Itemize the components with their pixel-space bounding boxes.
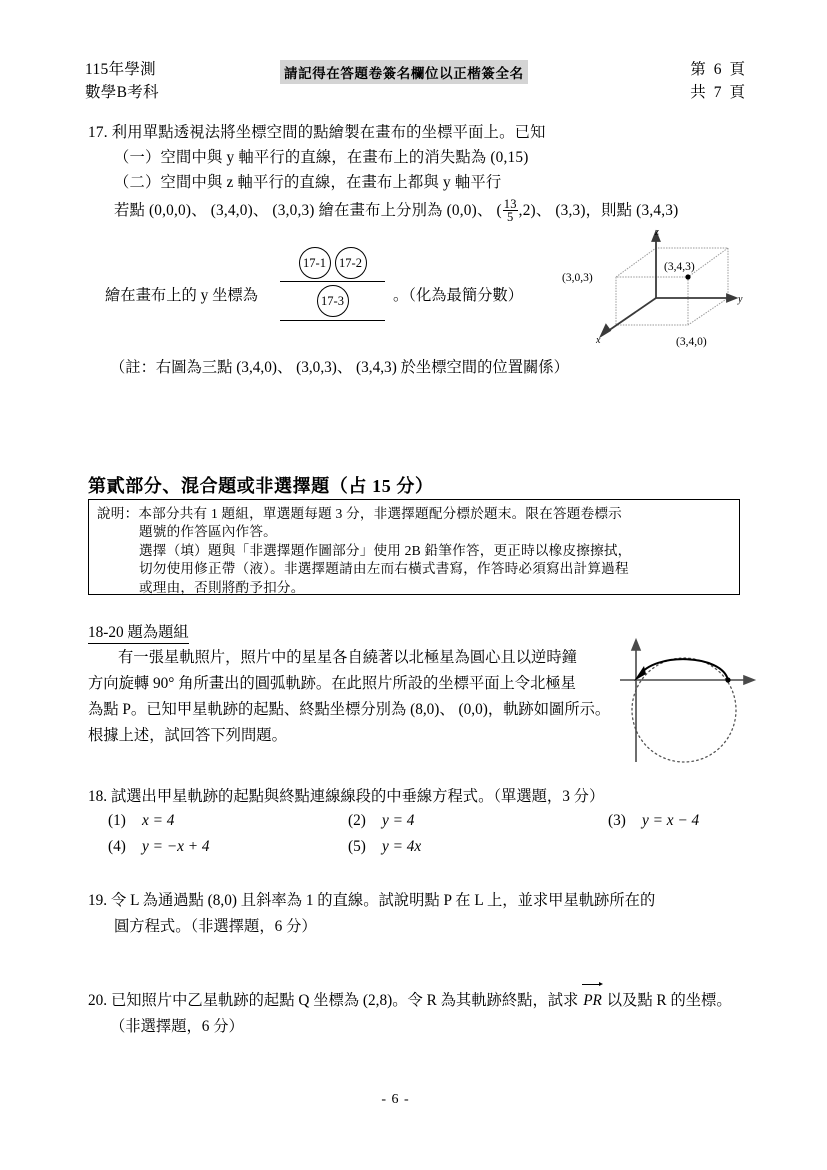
- part-two-heading: 第貳部分、混合題或非選擇題（占 15 分）: [88, 476, 434, 496]
- option-1-label: (1): [108, 812, 126, 829]
- passage-line-3: 為點 P。已知甲星軌跡的起點、終點坐標分別為 (8,0)、 (0,0)，軌跡如圖所示。: [88, 701, 611, 718]
- question-19-line-1: 19. 令 L 為通過點 (8,0) 且斜率為 1 的直線。試說明點 P 在 L 上，並求甲星軌跡所在的: [88, 892, 656, 909]
- question-20: [88, 988, 778, 1040]
- question-17-answer-lead: 繪在畫布上的 y 坐標為: [105, 287, 258, 304]
- solid-arc-trail: [639, 659, 728, 680]
- page-prefix-label: 第: [690, 61, 706, 78]
- question-17-condition-1: （一）空間中與 y 軸平行的直線，在畫布上的消失點為 (0,15): [114, 149, 529, 166]
- figure-label-340: (3,4,0): [676, 336, 707, 348]
- passage-line-1: 有一張星軌照片，照片中的星星各自繞著以北極星為圓心且以逆時鐘: [118, 649, 577, 666]
- page-number-block: [690, 58, 745, 104]
- star-trail-svg: [606, 632, 766, 792]
- page-footer: [0, 1092, 827, 1108]
- exam-identifier: [85, 58, 159, 104]
- option-2[interactable]: [348, 812, 414, 830]
- instruction-line-5: 或理由，否則將酌予扣分。: [139, 579, 305, 595]
- answer-fraction-stack: [280, 247, 385, 321]
- question-20-line-2: （非選擇題，6 分）: [110, 1018, 244, 1035]
- question-17-answer-tail: 。（化為最簡分數）: [393, 287, 524, 304]
- option-4[interactable]: [108, 838, 210, 856]
- question-19-line-2: 圓方程式。（非選擇題，6 分）: [114, 918, 317, 935]
- answer-blank-17-1[interactable]: 17-1: [299, 247, 331, 279]
- question-group-passage: [88, 645, 611, 749]
- question-17-stem: 17. 利用單點透視法將坐標空間的點繪製在畫布的坐標平面上。已知: [88, 124, 546, 141]
- option-3-text: y = x − 4: [642, 812, 700, 829]
- question-17-given-b: ,2)、 (3,3)，則點 (3,4,3): [518, 202, 679, 219]
- dotted-orbit-circle: [632, 658, 736, 762]
- part-two-instructions-box: [88, 499, 740, 595]
- total-page-number: 7: [713, 84, 722, 101]
- question-18-options: [88, 812, 768, 868]
- total-prefix-label: 共: [690, 84, 706, 101]
- fraction-denominator: 5: [503, 210, 518, 223]
- option-2-text: y = 4: [382, 812, 415, 829]
- current-page-line: [690, 58, 745, 81]
- coordinate-space-figure: [560, 225, 790, 350]
- question-20-text-a: 20. 已知照片中乙星軌跡的起點 Q 坐標為 (2,8)。令 R 為其軌跡終點，試求: [88, 992, 579, 1009]
- instruction-line-3: 選擇（填）題與「非選擇題作圖部分」使用 2B 鉛筆作答，更正時以橡皮擦擦拭，: [139, 542, 632, 558]
- fraction-13-over-5: [503, 198, 518, 223]
- fraction-bar-bottom: [280, 320, 385, 321]
- passage-line-4: 根據上述，試回答下列問題。: [88, 727, 287, 744]
- point-marker-343: [685, 274, 690, 279]
- passage-line-2: 方向旋轉 90° 角所畫出的圓弧軌跡。在此照片所設的坐標平面上令北極星: [88, 675, 576, 692]
- option-2-label: (2): [348, 812, 366, 829]
- question-17-given-line: [114, 198, 678, 224]
- fraction-numerator: 13: [503, 196, 517, 211]
- answer-blank-17-2[interactable]: 17-2: [335, 247, 367, 279]
- option-1[interactable]: [108, 812, 174, 830]
- arc-start-point: [725, 677, 730, 682]
- current-page-number: 6: [713, 61, 722, 78]
- total-unit-label: 頁: [729, 84, 745, 101]
- option-4-text: y = −x + 4: [142, 838, 210, 855]
- answer-blank-17-3[interactable]: 17-3: [317, 285, 349, 317]
- exam-subject-label: 數學B考科: [85, 84, 159, 101]
- question-20-line-1: [88, 988, 778, 1014]
- vector-pr-label: PR: [582, 988, 603, 1014]
- page-header: [85, 58, 745, 106]
- instruction-line-4: 切勿使用修正帶（液）。非選擇題請由左而右橫式書寫，作答時必須寫出計算過程: [139, 561, 629, 577]
- star-trail-figure: [606, 632, 766, 792]
- fraction-bar-top: [280, 281, 385, 282]
- option-1-text: x = 4: [142, 812, 175, 829]
- total-page-line: [690, 81, 745, 104]
- instruction-line-1: 說明：本部分共有 1 題組，單選題每題 3 分，非選擇題配分標於題末。限在答題卷標示: [97, 506, 622, 521]
- question-20-text-b: 以及點 R 的坐標。: [606, 992, 732, 1009]
- page-unit-label: 頁: [729, 61, 745, 78]
- question-17-given-a: 若點 (0,0,0)、 (3,4,0)、 (3,0,3) 繪在畫布上分別為 (0,0)、 (: [114, 202, 502, 219]
- option-5-label: (5): [348, 838, 366, 855]
- option-4-label: (4): [108, 838, 126, 855]
- axis-label-z: z: [655, 227, 659, 238]
- figure-label-303: (3,0,3): [562, 272, 593, 284]
- signature-notice: 請記得在答題卷簽名欄位以正楷簽全名: [280, 60, 528, 84]
- footer-page-mark: - 6 -: [381, 1092, 410, 1107]
- question-group-title: 18-20 題為題組: [88, 620, 189, 644]
- coordinate-space-svg: [560, 225, 790, 350]
- axis-label-x: x: [596, 335, 601, 346]
- numerator-blanks-row: [280, 247, 385, 279]
- exam-year-label: 115年學測: [85, 61, 156, 78]
- question-18-stem: 18. 試選出甲星軌跡的起點與終點連線線段的中垂線方程式。（單選題，3 分）: [88, 788, 605, 805]
- option-5[interactable]: [348, 838, 421, 856]
- question-17-note: （註：右圖為三點 (3,4,0)、 (3,0,3)、 (3,4,3) 於坐標空間的位置關係）: [110, 359, 569, 376]
- option-5-text: y = 4x: [382, 838, 422, 855]
- option-3[interactable]: [608, 812, 699, 830]
- axis-label-y: y: [738, 294, 743, 305]
- question-19: [88, 888, 768, 940]
- denominator-blanks-row: [280, 285, 385, 317]
- question-18: [88, 784, 768, 868]
- question-17-condition-2: （二）空間中與 z 軸平行的直線，在畫布上都與 y 軸平行: [114, 174, 502, 191]
- instruction-line-2: 題號的作答區內作答。: [139, 524, 277, 540]
- option-3-label: (3): [608, 812, 626, 829]
- figure-label-343: (3,4,3): [664, 261, 695, 273]
